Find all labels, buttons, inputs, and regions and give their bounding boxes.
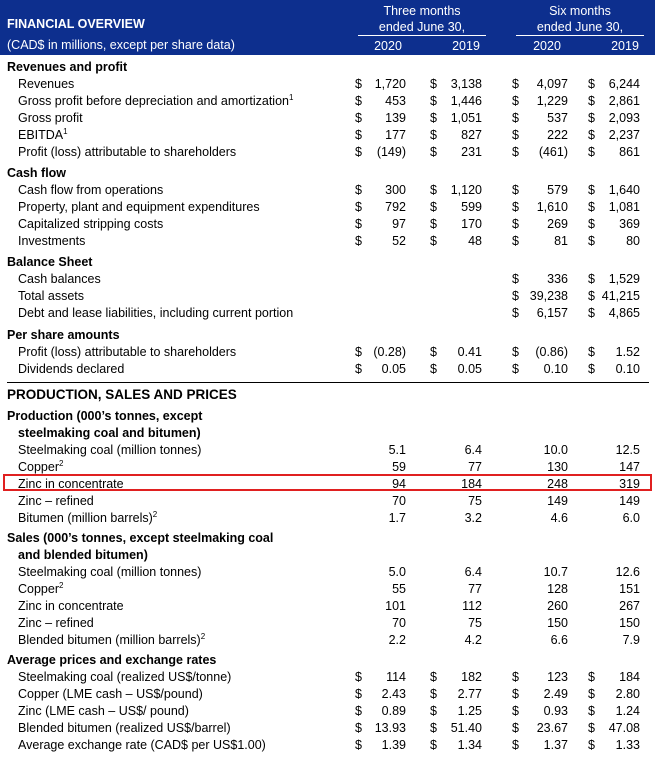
cell-value: 170	[461, 217, 482, 231]
cell-value: 2,237	[608, 128, 640, 142]
col-header-h2020: 2020	[533, 39, 561, 53]
currency-symbol: $	[512, 128, 519, 142]
cell-value: 369	[619, 217, 640, 231]
row-label: steelmaking coal and bitumen)	[18, 426, 201, 440]
row-label: Investments	[18, 234, 86, 248]
currency-symbol: $	[588, 77, 595, 91]
cell-value: 1.34	[457, 738, 482, 752]
row-label: Gross profit	[18, 111, 83, 125]
row-label: Zinc (LME cash – US$/ pound)	[18, 704, 189, 718]
cell-value: 149	[619, 494, 640, 508]
cell-value: 267	[619, 599, 640, 613]
cell-value: 1,640	[608, 183, 640, 197]
section-heading	[0, 547, 655, 564]
currency-symbol: $	[430, 362, 437, 376]
cell-value: 6.0	[622, 511, 640, 525]
table-row	[0, 581, 655, 598]
table-row	[0, 720, 655, 737]
cell-value: 6,244	[608, 77, 640, 91]
cell-value: 0.10	[543, 362, 568, 376]
cell-value: 1.37	[543, 738, 568, 752]
currency-symbol: $	[430, 738, 437, 752]
currency-symbol: $	[430, 183, 437, 197]
footnote-marker: 2	[59, 458, 64, 468]
currency-symbol: $	[355, 234, 362, 248]
row-label: and blended bitumen)	[18, 548, 148, 562]
currency-symbol: $	[355, 721, 362, 735]
currency-symbol: $	[355, 704, 362, 718]
footnote-marker: 2	[200, 631, 206, 641]
cell-value: 1.7	[388, 511, 406, 525]
currency-symbol: $	[588, 94, 595, 108]
cell-value: 150	[619, 616, 640, 630]
currency-symbol: $	[355, 128, 362, 142]
section-heading	[0, 652, 655, 669]
currency-symbol: $	[588, 289, 595, 303]
row-label: Total assets	[18, 289, 85, 303]
currency-symbol: $	[512, 687, 519, 701]
cell-value: 47.08	[608, 721, 640, 735]
cell-value: 184	[619, 670, 640, 684]
cell-value: 2.2	[388, 633, 406, 647]
currency-symbol: $	[430, 670, 437, 684]
table-row	[0, 669, 655, 686]
cell-value: 151	[619, 582, 640, 596]
row-label: Bitumen (million barrels)$^2$	[18, 509, 158, 525]
currency-symbol: $	[355, 200, 362, 214]
cell-value: 55	[392, 582, 406, 596]
currency-symbol: $	[588, 217, 595, 231]
cell-value: 147	[619, 460, 640, 474]
cell-value: 2,093	[608, 111, 640, 125]
cell-value: 1.24	[615, 704, 640, 718]
cell-value: (0.86)	[535, 345, 568, 359]
row-label: Cash balances	[18, 272, 101, 286]
row-label: Property, plant and equipment expenditures	[18, 200, 260, 214]
row-label: Cash flow	[7, 166, 67, 180]
currency-symbol: $	[588, 145, 595, 159]
row-label: Cash flow from operations	[18, 183, 164, 197]
currency-symbol: $	[430, 128, 437, 142]
row-label: Zinc – refined	[18, 616, 94, 630]
three-months-heading: Three months ended June 30,	[378, 4, 466, 34]
cell-value: 48	[468, 234, 482, 248]
cell-value: (461)	[538, 145, 568, 159]
cell-value: 23.67	[536, 721, 568, 735]
cell-value: 1,081	[608, 200, 640, 214]
cell-value: 77	[468, 460, 482, 474]
currency-symbol: $	[512, 217, 519, 231]
section-divider	[7, 382, 649, 383]
row-label: Zinc in concentrate	[18, 477, 124, 491]
currency-symbol: $	[355, 145, 362, 159]
footnote-marker: 1	[288, 92, 294, 102]
currency-symbol: $	[588, 128, 595, 142]
cell-value: 1,120	[450, 183, 482, 197]
cell-value: 1,446	[450, 94, 482, 108]
six-months-heading: Six months ended June 30,	[536, 4, 624, 34]
row-label: Gross profit before depreciation and amortization$^1$	[18, 92, 294, 108]
table-subtitle: (CAD$ in millions, except per share data)	[7, 38, 235, 52]
cell-value: 453	[385, 94, 406, 108]
table-row	[0, 182, 655, 199]
cell-value: 0.89	[381, 704, 406, 718]
currency-symbol: $	[355, 217, 362, 231]
cell-value: 39,238	[529, 289, 568, 303]
currency-symbol: $	[430, 704, 437, 718]
currency-symbol: $	[430, 145, 437, 159]
currency-symbol: $	[512, 145, 519, 159]
cell-value: 861	[619, 145, 640, 159]
cell-value: 97	[392, 217, 406, 231]
footnote-marker: 2	[59, 580, 64, 590]
cell-value: 51.40	[450, 721, 482, 735]
cell-value: 114	[386, 670, 406, 684]
table-row	[0, 361, 655, 378]
cell-value: 2.77	[457, 687, 482, 701]
cell-value: 3.2	[464, 511, 482, 525]
row-label: Blended bitumen (million barrels)$^2$	[18, 631, 206, 647]
currency-symbol: $	[512, 183, 519, 197]
cell-value: 1,229	[536, 94, 568, 108]
cell-value: 537	[547, 111, 568, 125]
cell-value: 0.05	[457, 362, 482, 376]
header-divider	[516, 35, 644, 36]
currency-symbol: $	[430, 77, 437, 91]
row-label: Production (000’s tonnes, except	[7, 409, 203, 423]
cell-value: 75	[468, 616, 482, 630]
row-label: Copper (LME cash – US$/pound)	[18, 687, 203, 701]
row-label: Profit (loss) attributable to shareholders	[18, 145, 237, 159]
row-label: Copper$^2$	[18, 458, 64, 474]
currency-symbol: $	[588, 306, 595, 320]
currency-symbol: $	[355, 738, 362, 752]
currency-symbol: $	[430, 687, 437, 701]
cell-value: 336	[547, 272, 568, 286]
table-row	[0, 564, 655, 581]
currency-symbol: $	[588, 111, 595, 125]
currency-symbol: $	[430, 94, 437, 108]
currency-symbol: $	[430, 345, 437, 359]
row-label: Sales (000’s tonnes, except steelmaking coal	[7, 531, 274, 545]
table-title: FINANCIAL OVERVIEW	[7, 17, 145, 31]
currency-symbol: $	[355, 362, 362, 376]
row-label: PRODUCTION, SALES AND PRICES	[7, 387, 237, 402]
currency-symbol: $	[512, 111, 519, 125]
cell-value: 52	[392, 234, 406, 248]
cell-value: 101	[385, 599, 406, 613]
currency-symbol: $	[512, 670, 519, 684]
footnote-marker: 1	[63, 126, 68, 136]
currency-symbol: $	[430, 200, 437, 214]
currency-symbol: $	[430, 111, 437, 125]
table-row	[0, 199, 655, 216]
cell-value: 94	[392, 477, 406, 491]
table-row	[0, 216, 655, 233]
currency-symbol: $	[512, 272, 519, 286]
currency-symbol: $	[588, 721, 595, 735]
cell-value: 5.1	[388, 443, 406, 457]
cell-value: 6.4	[464, 565, 482, 579]
row-label: Zinc in concentrate	[18, 599, 124, 613]
cell-value: 1.39	[381, 738, 406, 752]
row-label: Blended bitumen (realized US$/barrel)	[18, 721, 231, 735]
cell-value: 10.0	[543, 443, 568, 457]
cell-value: 12.5	[615, 443, 640, 457]
table-row	[0, 703, 655, 720]
cell-value: 1.25	[457, 704, 482, 718]
cell-value: 1,529	[608, 272, 640, 286]
section-heading	[0, 327, 655, 344]
table-row	[0, 233, 655, 250]
currency-symbol: $	[512, 738, 519, 752]
cell-value: 177	[385, 128, 406, 142]
cell-value: 0.93	[543, 704, 568, 718]
currency-symbol: $	[512, 704, 519, 718]
row-label: Copper$^2$	[18, 580, 64, 596]
currency-symbol: $	[355, 111, 362, 125]
cell-value: 70	[392, 494, 406, 508]
table-row	[0, 271, 655, 288]
cell-value: 81	[554, 234, 568, 248]
row-label: Balance Sheet	[7, 255, 93, 269]
cell-value: 59	[392, 460, 406, 474]
currency-symbol: $	[355, 670, 362, 684]
cell-value: 12.6	[615, 565, 640, 579]
cell-value: 248	[547, 477, 568, 491]
cell-value: 6,157	[536, 306, 568, 320]
currency-symbol: $	[588, 200, 595, 214]
row-label: Zinc – refined	[18, 494, 94, 508]
currency-symbol: $	[512, 721, 519, 735]
cell-value: 231	[461, 145, 482, 159]
cell-value: 0.41	[457, 345, 482, 359]
cell-value: 70	[392, 616, 406, 630]
currency-symbol: $	[430, 217, 437, 231]
cell-value: 182	[461, 670, 482, 684]
currency-symbol: $	[588, 345, 595, 359]
cell-value: 3,138	[450, 77, 482, 91]
currency-symbol: $	[588, 272, 595, 286]
currency-symbol: $	[355, 687, 362, 701]
table-row	[0, 598, 655, 615]
cell-value: 260	[547, 599, 568, 613]
cell-value: 6.4	[464, 443, 482, 457]
table-row	[0, 305, 655, 322]
cell-value: 112	[462, 599, 482, 613]
currency-symbol: $	[430, 234, 437, 248]
row-label: Average prices and exchange rates	[7, 653, 217, 667]
cell-value: 1.52	[615, 345, 640, 359]
cell-value: 2.49	[543, 687, 568, 701]
cell-value: 6.6	[550, 633, 568, 647]
section-heading	[0, 408, 655, 425]
table-row	[0, 510, 655, 527]
currency-symbol: $	[512, 362, 519, 376]
cell-value: 77	[468, 582, 482, 596]
currency-symbol: $	[430, 721, 437, 735]
currency-symbol: $	[588, 234, 595, 248]
cell-value: 5.0	[388, 565, 406, 579]
cell-value: 4.6	[550, 511, 568, 525]
currency-symbol: $	[355, 183, 362, 197]
cell-value: 792	[385, 200, 406, 214]
currency-symbol: $	[588, 738, 595, 752]
col-header-h2019: 2019	[611, 39, 639, 53]
cell-value: 4,097	[536, 77, 568, 91]
cell-value: 2.80	[615, 687, 640, 701]
table-row	[0, 737, 655, 754]
table-row	[0, 288, 655, 305]
row-label: Revenues and profit	[7, 60, 128, 74]
table-row	[0, 632, 655, 649]
currency-symbol: $	[512, 234, 519, 248]
cell-value: 130	[547, 460, 568, 474]
cell-value: (149)	[376, 145, 406, 159]
cell-value: 269	[547, 217, 568, 231]
table-row	[0, 344, 655, 361]
row-label: EBITDA$^1$	[18, 126, 68, 142]
currency-symbol: $	[355, 77, 362, 91]
cell-value: 1,720	[374, 77, 406, 91]
cell-value: 319	[619, 477, 640, 491]
cell-value: 184	[461, 477, 482, 491]
table-row	[0, 110, 655, 127]
cell-value: 827	[461, 128, 482, 142]
table-header	[0, 0, 655, 55]
row-label: Dividends declared	[18, 362, 125, 376]
cell-value: 0.10	[615, 362, 640, 376]
row-label: Steelmaking coal (million tonnes)	[18, 565, 202, 579]
row-label: Debt and lease liabilities, including current portion	[18, 306, 294, 320]
cell-value: 1,610	[536, 200, 568, 214]
row-label: Per share amounts	[7, 328, 120, 342]
cell-value: 139	[385, 111, 406, 125]
currency-symbol: $	[512, 94, 519, 108]
cell-value: 13.93	[374, 721, 406, 735]
cell-value: 300	[385, 183, 406, 197]
currency-symbol: $	[588, 183, 595, 197]
cell-value: 222	[547, 128, 568, 142]
currency-symbol: $	[588, 362, 595, 376]
header-divider	[358, 35, 486, 36]
col-header-q2019: 2019	[452, 39, 480, 53]
table-row	[0, 493, 655, 510]
col-header-q2020: 2020	[374, 39, 402, 53]
table-row	[0, 144, 655, 161]
cell-value: 2.43	[381, 687, 406, 701]
cell-value: 4,865	[608, 306, 640, 320]
currency-symbol: $	[588, 687, 595, 701]
cell-value: 80	[626, 234, 640, 248]
cell-value: 10.7	[543, 565, 568, 579]
section-heading	[0, 59, 655, 76]
cell-value: 579	[547, 183, 568, 197]
section-heading	[0, 386, 655, 403]
row-label: Profit (loss) attributable to shareholders	[18, 345, 237, 359]
table-row	[0, 127, 655, 144]
row-label: Average exchange rate (CAD$ per US$1.00)	[18, 738, 266, 752]
currency-symbol: $	[512, 345, 519, 359]
section-heading	[0, 425, 655, 442]
currency-symbol: $	[512, 200, 519, 214]
row-label: Revenues	[18, 77, 75, 91]
cell-value: 0.05	[381, 362, 406, 376]
cell-value: 150	[547, 616, 568, 630]
cell-value: 4.2	[464, 633, 482, 647]
cell-value: 1.33	[615, 738, 640, 752]
section-heading	[0, 254, 655, 271]
table-row	[0, 615, 655, 632]
row-label: Steelmaking coal (million tonnes)	[18, 443, 202, 457]
row-label: Capitalized stripping costs	[18, 217, 164, 231]
section-heading	[0, 165, 655, 182]
table-row	[0, 442, 655, 459]
table-row	[0, 76, 655, 93]
currency-symbol: $	[355, 345, 362, 359]
currency-symbol: $	[588, 704, 595, 718]
currency-symbol: $	[512, 77, 519, 91]
cell-value: 128	[547, 582, 568, 596]
cell-value: 7.9	[622, 633, 640, 647]
cell-value: 1,051	[450, 111, 482, 125]
highlight-box	[3, 474, 652, 491]
table-row	[0, 93, 655, 110]
cell-value: 75	[468, 494, 482, 508]
currency-symbol: $	[512, 306, 519, 320]
currency-symbol: $	[512, 289, 519, 303]
currency-symbol: $	[588, 670, 595, 684]
row-label: Steelmaking coal (realized US$/tonne)	[18, 670, 232, 684]
cell-value: 149	[547, 494, 568, 508]
footnote-marker: 2	[152, 509, 158, 519]
currency-symbol: $	[355, 94, 362, 108]
cell-value: 2,861	[608, 94, 640, 108]
cell-value: 41,215	[601, 289, 640, 303]
cell-value: (0.28)	[373, 345, 406, 359]
cell-value: 599	[461, 200, 482, 214]
cell-value: 123	[547, 670, 568, 684]
table-row	[0, 686, 655, 703]
section-heading	[0, 530, 655, 547]
